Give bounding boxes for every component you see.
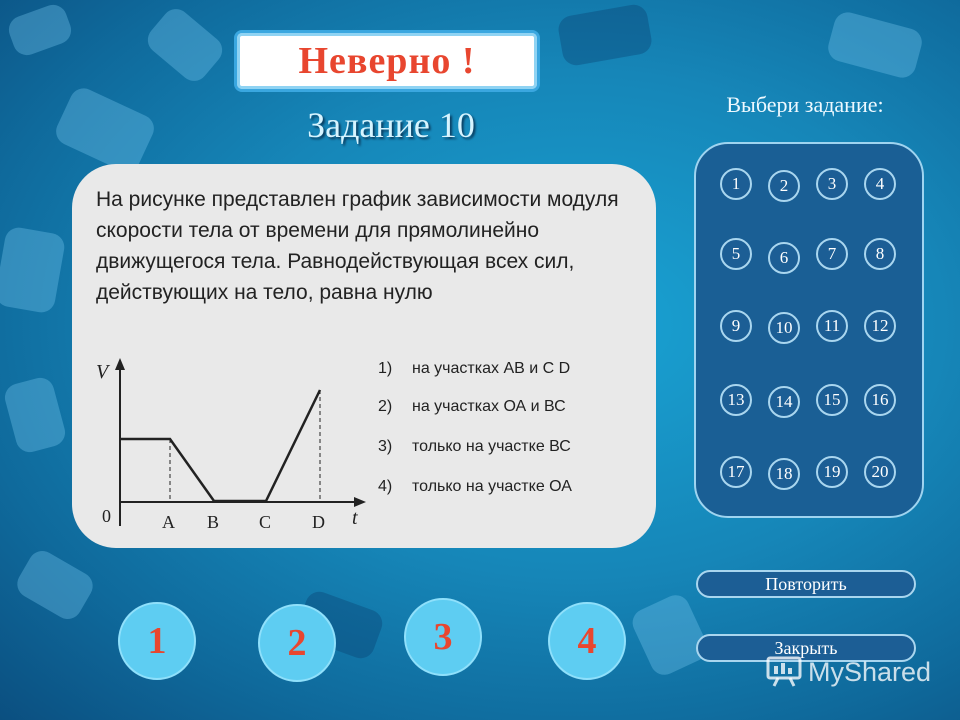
option-2: 2) на участках ОА и ВС	[378, 398, 566, 415]
task-button-3[interactable]: 3	[816, 168, 848, 200]
point-a-label: A	[162, 512, 175, 532]
puzzle-decoration	[2, 375, 68, 456]
puzzle-decoration	[0, 225, 66, 314]
point-d-label: D	[312, 512, 325, 532]
presentation-icon	[766, 656, 802, 688]
option-4: 4) только на участке ОА	[378, 478, 572, 495]
task-button-4[interactable]: 4	[864, 168, 896, 200]
puzzle-decoration	[142, 3, 228, 86]
task-button-2[interactable]: 2	[768, 170, 800, 202]
origin-label: 0	[102, 506, 111, 526]
question-card	[72, 164, 656, 548]
question-text: На рисунке представлен график зависимости модуля скорости тела от времени для прямолинейно движущегося тела. Равнодействующая всех сил, действующих на тело, равна нулю	[96, 188, 619, 304]
option-1: 1) на участках АВ и С D	[378, 360, 571, 377]
x-axis-label: t	[352, 507, 358, 529]
point-b-label: B	[207, 512, 220, 532]
answer-button-2[interactable]: 2	[258, 604, 336, 682]
task-button-19[interactable]: 19	[816, 456, 848, 488]
answer-button-4[interactable]: 4	[548, 602, 626, 680]
task-button-6[interactable]: 6	[768, 242, 800, 274]
task-button-20[interactable]: 20	[864, 456, 896, 488]
task-button-9[interactable]: 9	[720, 310, 752, 342]
puzzle-decoration	[12, 546, 98, 624]
y-axis-label: V	[96, 361, 109, 383]
point-c-label: C	[259, 512, 272, 532]
watermark-text: MyShared	[808, 656, 932, 687]
choose-task-label: Выбери задание:	[726, 92, 884, 117]
task-navigation-panel	[694, 142, 924, 518]
puzzle-decoration	[52, 84, 159, 176]
velocity-time-graph	[94, 356, 374, 538]
task-button-16[interactable]: 16	[864, 384, 896, 416]
y-axis-arrow	[115, 358, 125, 370]
task-button-12[interactable]: 12	[864, 310, 896, 342]
option-3: 3) только на участке ВС	[378, 438, 571, 455]
x-axis-arrow	[354, 497, 366, 507]
task-button-8[interactable]: 8	[864, 238, 896, 270]
result-status: Неверно !	[234, 30, 540, 92]
task-button-1[interactable]: 1	[720, 168, 752, 200]
puzzle-decoration	[628, 591, 712, 680]
puzzle-decoration	[825, 9, 925, 81]
task-button-17[interactable]: 17	[720, 456, 752, 488]
answer-button-1[interactable]: 1	[118, 602, 196, 680]
puzzle-decoration	[556, 3, 653, 68]
watermark	[766, 656, 931, 688]
task-button-7[interactable]: 7	[816, 238, 848, 270]
task-button-5[interactable]: 5	[720, 238, 752, 270]
task-button-18[interactable]: 18	[768, 458, 800, 490]
answer-button-3[interactable]: 3	[404, 598, 482, 676]
task-button-14[interactable]: 14	[768, 386, 800, 418]
task-title: Задание 10	[307, 105, 475, 145]
close-button[interactable]: Закрыть	[696, 634, 916, 662]
puzzle-decoration	[5, 1, 75, 59]
velocity-line	[120, 390, 320, 501]
repeat-button[interactable]: Повторить	[696, 570, 916, 598]
task-button-10[interactable]: 10	[768, 312, 800, 344]
task-button-15[interactable]: 15	[816, 384, 848, 416]
task-button-11[interactable]: 11	[816, 310, 848, 342]
task-button-13[interactable]: 13	[720, 384, 752, 416]
